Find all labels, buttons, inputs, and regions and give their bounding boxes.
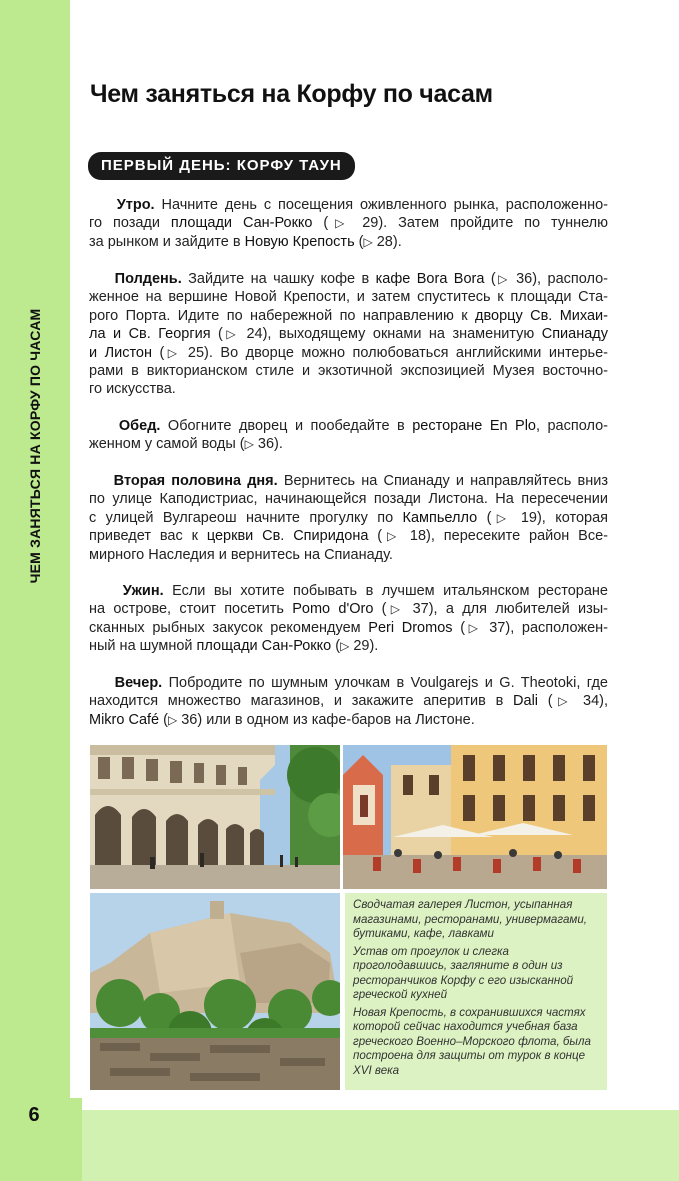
- place-name: Dali: [513, 693, 539, 710]
- photo-liston-arcade: [90, 745, 340, 889]
- text-span: 25). Во дворце можно полюбоваться английскими интерье-: [180, 344, 609, 361]
- text-span: Обогните дворец и пообедайте в: [160, 418, 413, 434]
- text-line: [89, 307, 608, 325]
- place-name: церкви Св. Спиридона: [206, 528, 369, 545]
- text-line: [89, 546, 608, 564]
- text-span: рого Порта. Идите по набережной по направлению к: [89, 307, 476, 324]
- photo-new-fortress: [90, 893, 340, 1090]
- page-ref-icon: ▷: [386, 602, 405, 617]
- text-span: 29).: [349, 638, 379, 655]
- page-ref-icon: ▷: [244, 437, 254, 452]
- text-span: женном у самой воды (: [89, 436, 245, 453]
- text-span: (: [484, 271, 496, 287]
- text-line: [89, 582, 608, 600]
- page-ref-icon: ▷: [222, 327, 239, 342]
- text-span: Если вы хотите побывать в лучшем итальянском ресторане: [163, 583, 608, 599]
- text-line: [89, 490, 608, 508]
- place-name: и Листон: [89, 344, 152, 361]
- text-span: рами в викторианском стиле и экзотичной экспозицией Музея восточно-: [89, 363, 608, 380]
- paragraph-lunch: [89, 417, 608, 454]
- page-ref-icon: ▷: [328, 216, 352, 231]
- place-name: ла и Св. Георгия: [89, 326, 211, 343]
- paragraph-label: Вечер.: [89, 675, 163, 691]
- sidebar-title: ЧЕМ ЗАНЯТЬСЯ НА КОРФУ ПО ЧАСАМ: [27, 308, 43, 584]
- text-line: [89, 325, 608, 343]
- text-span: го позади: [89, 215, 171, 232]
- text-span: , располо-: [535, 418, 608, 434]
- place-name: Pomo d'Oro: [292, 601, 374, 618]
- page-ref-icon: ▷: [495, 272, 510, 286]
- text-span: Побродите по шумным улочкам в Voulgarejs и G. Theotoki, где: [162, 675, 608, 691]
- text-span: 37), расположен-: [481, 619, 608, 636]
- page-title: Чем заняться на Корфу по часам: [90, 80, 493, 108]
- text-span: (: [159, 711, 168, 728]
- paragraph-label: Обед.: [89, 418, 161, 434]
- page-ref-icon: ▷: [465, 620, 482, 635]
- place-name: кафе Bora Bora: [375, 271, 485, 287]
- text-line: [89, 214, 608, 232]
- page-ref-icon: ▷: [552, 694, 574, 709]
- text-span: (: [312, 215, 329, 232]
- page-ref-icon: ▷: [164, 345, 181, 360]
- text-span: Начните день с посещения оживленного рынка, расположенно-: [154, 197, 608, 213]
- text-line: [89, 362, 608, 380]
- text-span: за рынком и зайдите в: [89, 233, 245, 250]
- text-span: (: [368, 528, 383, 545]
- text-span: 28).: [372, 233, 402, 250]
- page-ref-icon: ▷: [363, 234, 373, 249]
- text-line: [89, 509, 608, 527]
- place-name: ресторане En Plo: [412, 418, 536, 434]
- place-name: Peri Dromos: [368, 619, 453, 636]
- place-name: Кампьелло: [402, 509, 478, 526]
- text-line: [89, 711, 608, 729]
- text-line: [89, 472, 608, 490]
- text-span: (: [354, 233, 364, 250]
- caption-liston: Сводчатая галерея Листон, усыпанная магазинами, ресторанами, универмагами, бутиками, кафе, лавками: [353, 898, 588, 940]
- text-span: 29). Затем пройдите по туннелю: [351, 215, 609, 232]
- text-line: [89, 288, 608, 306]
- photo-cafe-square: [343, 745, 607, 889]
- text-span: 36) или в одном из кафе-баров на Листоне.: [177, 711, 475, 728]
- text-line: [89, 637, 608, 655]
- text-span: ный на шумной: [89, 638, 197, 655]
- section-heading: ПЕРВЫЙ ДЕНЬ: КОРФУ ТАУН: [88, 152, 355, 180]
- place-name: площади Сан-Рокко: [196, 638, 332, 655]
- text-span: 24), выходящему окнами на знаменитую: [239, 326, 542, 343]
- page-ref-icon: ▷: [382, 529, 402, 544]
- place-name: площади Сан-Рокко: [170, 215, 313, 232]
- text-span: 36), располо-: [509, 271, 608, 287]
- text-span: сканных рыбных закусок рекомендуем: [89, 619, 369, 636]
- page-ref-icon: ▷: [167, 712, 178, 727]
- text-span: го искусства.: [89, 381, 176, 398]
- text-line: [89, 600, 608, 618]
- text-span: с улицей Вулгареош начните прогулку по: [89, 509, 403, 526]
- place-name: Новую Крепость: [244, 233, 355, 250]
- text-span: 34),: [573, 693, 608, 710]
- place-name: дворцу Св. Михаи-: [475, 307, 608, 324]
- caption-fortress: Новая Крепость, в сохранившихся частях которой сейчас находится учебная база греческого Военно–Морского флота, была построена для защиты от турок в конце XVI века: [353, 1005, 591, 1077]
- text-line: [89, 674, 608, 692]
- paragraph-dinner: [89, 582, 608, 656]
- text-line: [89, 344, 608, 362]
- text-span: мирного Наследия и вернитесь на Спианаду.: [89, 546, 393, 563]
- text-span: (: [452, 619, 466, 636]
- page-ref-icon: ▷: [491, 510, 512, 525]
- text-line: [89, 692, 608, 710]
- paragraph-label: Полдень.: [89, 271, 182, 287]
- text-span: (: [210, 326, 223, 343]
- place-name: Спианаду: [541, 326, 608, 343]
- page-ref-icon: ▷: [340, 639, 350, 654]
- text-span: (: [477, 509, 492, 526]
- text-span: 19), которая: [511, 509, 608, 526]
- text-span: находится множество магазинов, и закажите аперитив в: [89, 693, 514, 710]
- text-span: (: [152, 344, 165, 361]
- bottom-band: [82, 1110, 679, 1181]
- text-line: [89, 435, 608, 453]
- text-line: [89, 417, 608, 435]
- text-line: [89, 233, 608, 251]
- caption-restaurants: Устав от прогулок и слегка проголодавшись, загляните в один из ресторанчиков Корфу с его изысканной греческой кухней: [353, 944, 574, 1001]
- text-span: женное на вершине Новой Крепости, и затем спуститесь к площади Ста-: [89, 289, 608, 306]
- text-line: [89, 527, 608, 545]
- page-number: 6: [28, 1104, 40, 1126]
- text-span: по улице Каподистриас, начинающейся позади Листона. На пересечении: [89, 491, 608, 508]
- text-span: (: [331, 638, 341, 655]
- paragraph-label: Вторая половина дня.: [89, 473, 278, 489]
- paragraph-evening: [89, 674, 608, 729]
- text-span: приведет вас к: [89, 528, 207, 545]
- text-span: (: [538, 693, 553, 710]
- text-span: Зайдите на чашку кофе в: [181, 271, 376, 287]
- place-name: Mikro Café: [89, 711, 160, 728]
- text-line: [89, 380, 608, 398]
- paragraph-label: Ужин.: [89, 583, 164, 599]
- paragraph-noon: [89, 270, 608, 399]
- text-span: на острове, стоит посетить: [89, 601, 293, 618]
- paragraph-morning: [89, 196, 608, 251]
- paragraph-afternoon: [89, 472, 608, 564]
- sidebar-band: [0, 0, 70, 1098]
- caption-box: [345, 893, 607, 1090]
- text-span: 37), а для любителей изы-: [404, 601, 609, 618]
- text-span: (: [373, 601, 387, 618]
- text-line: [89, 270, 608, 288]
- paragraph-label: Утро.: [89, 197, 155, 213]
- text-span: Вернитесь на Спианаду и направляйтесь вниз: [277, 473, 608, 489]
- text-span: 36).: [253, 436, 283, 453]
- text-line: [89, 619, 608, 637]
- text-line: [89, 196, 608, 214]
- text-span: 18), пересеките район Все-: [401, 528, 609, 545]
